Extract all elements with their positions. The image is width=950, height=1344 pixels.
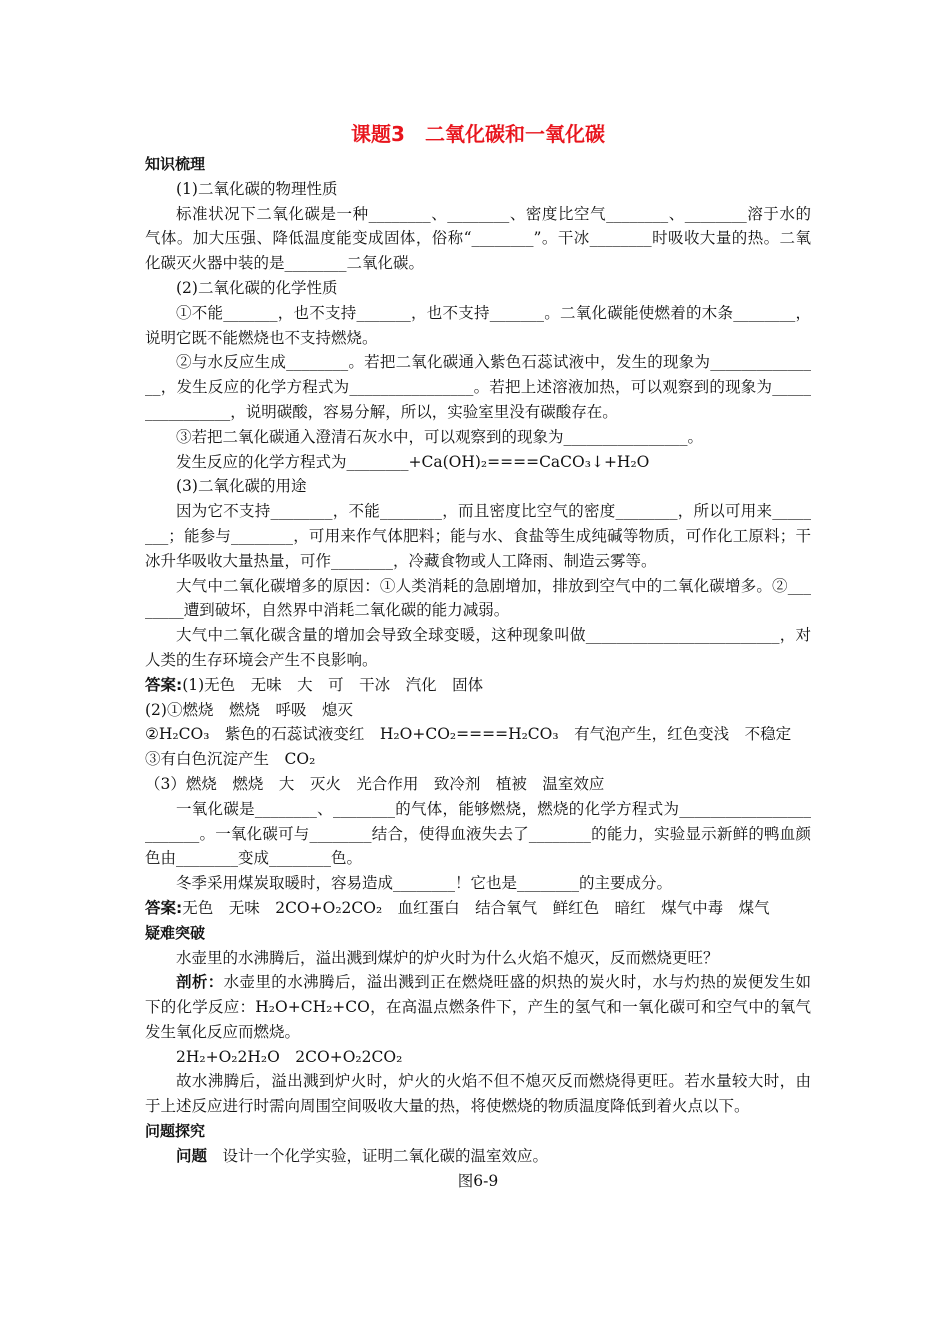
paragraph: 一氧化碳是________、________的气体，能够燃烧，燃烧的化学方程式为________________________。一氧化碳可与________结合，使得血液失去了________的能力，实验显示新鲜的鸭血颜色由________变成________色。 [145,799,811,868]
paragraph: ①不能_______，也不支持_______，也不支持_______。二氧化碳能使燃着的木条________，说明它既不能燃烧也不支持燃烧。 [145,303,811,347]
answer-line: (2)①燃烧 燃烧 呼吸 熄灭 [145,700,353,719]
answer-line: （3）燃烧 燃烧 大 灭火 光合作用 致冷剂 植被 温室效应 [145,774,605,793]
answer-line: 答案:(1)无色 无味 大 可 干冰 汽化 固体 [145,675,484,694]
paragraph: 水壶里的水沸腾后，溢出溅到煤炉的炉火时为什么火焰不熄灭，反而燃烧更旺？ [176,948,719,967]
paragraph: ②与水反应生成________。若把二氧化碳通入紫色石蕊试液中，发生的现象为_______________，发生反应的化学方程式为________________。若把上述溶液加热，可以观察到的现象为________________，说明碳酸，容易分解，所以，实验室里没有碳酸存在。 [145,353,811,421]
paragraph: 大气中二氧化碳含量的增加会导致全球变暖，这种现象叫做_________________________，对人类的生存环境会产生不良影响。 [145,626,811,669]
answer-label: 答案: [145,675,183,694]
paragraph: 大气中二氧化碳增多的原因：①人类消耗的急剧增加，排放到空气中的二氧化碳增多。②________遭到破坏，自然界中消耗二氧化碳的能力减弱。 [145,576,811,620]
paragraph: 问题 设计一个化学实验，证明二氧化碳的温室效应。 [176,1146,549,1165]
paragraph: 冬季采用煤炭取暖时，容易造成________！它也是________的主要成分。 [176,874,673,893]
document-page [145,118,811,1193]
paragraph: (2)二氧化碳的化学性质 [176,278,338,297]
section-heading-knowledge: 知识梳理 [145,155,206,173]
section-heading-difficulty: 疑难突破 [145,923,206,942]
equation-line: 2H₂+O₂2H₂O 2CO+O₂2CO₂ [176,1047,403,1066]
paragraph: 故水沸腾后，溢出溅到炉火时，炉火的火焰不但不熄灭反而燃烧得更旺。若水量较大时，由于上述反应进行时需向周围空间吸收大量的热，将使燃烧的物质温度降低到着火点以下。 [145,1072,811,1116]
page-title: 课题3 二氧化碳和一氧化碳 [351,122,605,146]
answer-label: 答案: [145,898,183,917]
paragraph: ③若把二氧化碳通入澄清石灰水中，可以观察到的现象为________________。 [176,427,704,446]
paragraph: (1)二氧化碳的物理性质 [176,179,338,198]
paragraph: (3)二氧化碳的用途 [176,477,307,496]
analysis-label: 剖析： [176,973,224,992]
question-label: 问题 [176,1146,208,1165]
paragraph: 发生反应的化学方程式为________+Ca(OH)₂====CaCO₃↓+H₂O [176,452,650,471]
paragraph: 因为它不支持________，不能________，而且密度比空气的密度________，所以可用来________；能参与________，可用来作气体肥料；能与水、食盐等生成纯碱等物质，可作化工原料；干冰升华吸收大量热量，可作________，冷藏食物或人工降雨、制造云雾等。 [145,502,811,570]
figure-caption: 图6-9 [457,1171,499,1190]
answer-line: 答案:无色 无味 2CO+O₂2CO₂ 血红蛋白 结合氧气 鲜红色 暗红 煤气中毒 煤气 [145,898,770,917]
section-heading-inquiry: 问题探究 [145,1122,206,1141]
paragraph: 标准状况下二氧化碳是一种________、________、密度比空气________、________溶于水的气体。加大压强、降低温度能变成固体，俗称“________”。干冰________时吸收大量的热。二氧化碳灭火器中装的是________二氧化碳。 [145,204,811,273]
answer-line: ③有白色沉淀产生 CO₂ [145,750,316,769]
paragraph: 剖析：水壶里的水沸腾后，溢出溅到正在燃烧旺盛的炽热的炭火时，水与灼热的炭便发生如下的化学反应：H₂O+CH₂+CO，在高温点燃条件下，产生的氢气和一氧化碳可和空气中的氧气发生氧化反应而燃烧。 [145,973,811,1041]
answer-line: ②H₂CO₃ 紫色的石蕊试液变红 H₂O+CO₂====H₂CO₃ 有气泡产生，红色变浅 不稳定 [145,725,792,744]
